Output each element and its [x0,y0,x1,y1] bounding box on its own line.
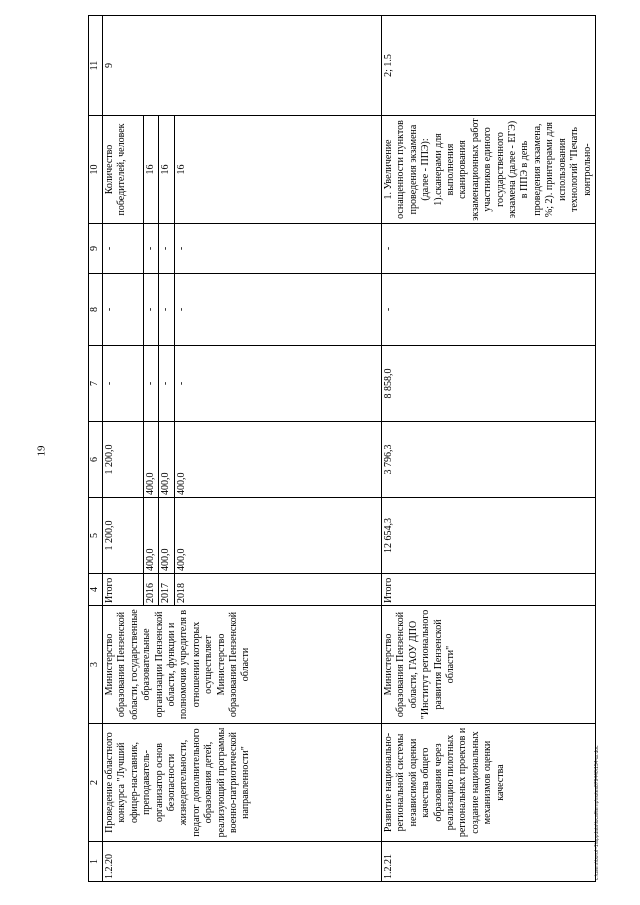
col-header: 6 [89,422,103,498]
col-header: 10 [89,116,103,224]
indicator-value: 16 [159,116,174,224]
executor: Министерство образования Пензенской области, государственные образовательные организации Пензенской области, функции и полномочия учредителя в отношении которых осуществляет Министерство образования Пензенской области [103,606,382,724]
table-row [382,16,596,882]
indicator-name: Количество победителей, человек [103,116,144,224]
cell-other: - [144,224,159,274]
col-header: 5 [89,498,103,574]
cell-local: - [144,274,159,346]
year-cell: 2017 [159,574,174,606]
cell-federal: - [103,346,144,422]
cell-regional: 400,0 [144,422,159,498]
activity-name: Развитие национально-региональной системы независимой оценки качества общего образования через реализацию пилотных региональных проектов и создание национальных механизмов оценки качества [382,724,596,842]
year-cell: Итого [382,574,596,606]
cell-total: 12 654,3 [382,498,596,574]
header-row [89,16,103,882]
executor: Министерство образования Пензенской области, ГАОУ ДПО "Институт регионального развития Пензенской области" [382,606,596,724]
cell-local: - [159,274,174,346]
cell-federal: - [174,346,381,422]
indicator-value: 16 [174,116,381,224]
indicator-name: 1. Увеличение оснащенности пунктов проведения экзамена (далее - ППЭ): 1).сканерами для выполнения сканирования экзаменационных работ участников единого государственного экзамена (далее - ЕГЭ) в ППЭ в день проведения экзамена, %; 2). принтерами для использования технологий "Печать контрольно- [382,116,596,224]
indicator-value: 16 [144,116,159,224]
col-header: 1 [89,842,103,882]
page-number: 19 [35,445,48,457]
col-header: 2 [89,724,103,842]
row-number: 1.2.21 [382,842,596,882]
cell-local: - [174,274,381,346]
cell-total: 1 200,0 [103,498,144,574]
cell-regional: 400,0 [159,422,174,498]
cell-regional: 3 796,3 [382,422,596,498]
goal-ref: 2; 1.5 [382,16,596,116]
cell-federal: - [159,346,174,422]
table-row [103,16,144,882]
program-table [88,15,596,882]
cell-total: 400,0 [159,498,174,574]
cell-other: - [174,224,381,274]
cell-federal: 8 858,0 [382,346,596,422]
col-header: 4 [89,574,103,606]
activity-name: Проведение областного конкурса "Лучший офицер-наставник, преподаватель-организатор основ безопасности жизнедеятельности, педагог дополнительного образования детей, реализующий программы военно-патриотической направленности" [103,724,382,842]
col-header: 8 [89,274,103,346]
cell-other: - [159,224,174,274]
cell-total: 400,0 [144,498,159,574]
col-header: 3 [89,606,103,724]
col-header: 9 [89,224,103,274]
cell-regional: 400,0 [174,422,381,498]
year-cell: 2016 [144,574,159,606]
goal-ref: 9 [103,16,382,116]
cell-federal: - [144,346,159,422]
cell-total: 400,0 [174,498,381,574]
footer-file-path: c:\users\borol~1\appdata\local\temp\notes879440\154-ш.doc [594,745,600,880]
col-header: 7 [89,346,103,422]
cell-regional: 1 200,0 [103,422,144,498]
cell-other: - [382,224,596,274]
year-cell: 2018 [174,574,381,606]
cell-local: - [103,274,144,346]
col-header: 11 [89,16,103,116]
cell-local: - [382,274,596,346]
row-number: 1.2.20 [103,842,382,882]
cell-other: - [103,224,144,274]
year-cell: Итого [103,574,144,606]
table-canvas [88,16,600,882]
